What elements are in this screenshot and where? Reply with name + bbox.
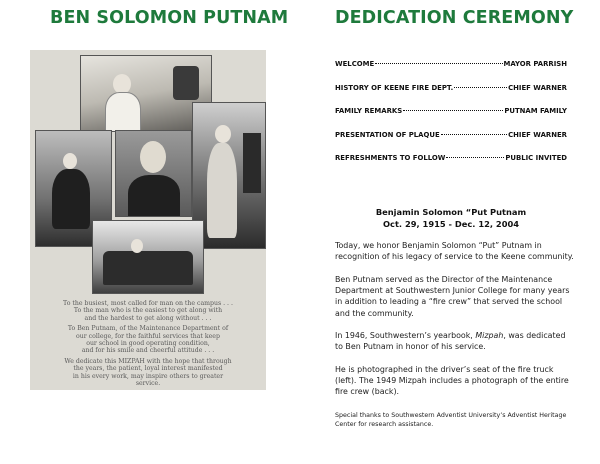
bio-paragraph-3	[335, 330, 575, 352]
bio-paragraph-3-start: In 1946, Southwestern’s yearbook,	[335, 331, 476, 340]
dedication-line: To the man who is the easiest to get along with	[73, 307, 223, 315]
left-page-title: BEN SOLOMON PUTNAM	[50, 8, 289, 28]
program-row	[335, 154, 567, 178]
yearbook-dedication-text	[30, 300, 266, 390]
program-item: PRESENTATION OF PLAQUE	[335, 130, 440, 139]
dedication-line: our college, for the faithful services that keep	[76, 332, 220, 340]
collage-photo-portrait	[115, 130, 192, 217]
bio-paragraph-1: Today, we honor Benjamin Solomon “Put” Putnam in recognition of his legacy of service to the Keene community.	[335, 241, 574, 262]
dedication-line: and for his smile and cheerful attitude . . .	[81, 347, 215, 355]
credits-note: Special thanks to Southwestern Adventist University’s Adventist Heritage Center for research assistance.	[335, 412, 567, 428]
right-page-title: DEDICATION CEREMONY	[335, 8, 574, 28]
bio-paragraph-2: Ben Putnam served as the Director of the Maintenance Department at Southwestern Junior College for many years in addition to leading a “fire crew” that served the school and the community.	[335, 275, 570, 318]
dot-leader	[441, 134, 507, 135]
program-item: REFRESHMENTS TO FOLLOW	[335, 154, 446, 163]
dot-leader	[375, 63, 502, 64]
dedication-line: and the hardest to get along without . . .	[84, 314, 212, 322]
program-row	[335, 131, 567, 155]
program-row	[335, 107, 567, 131]
dedication-line: our school in good operating condition,	[86, 340, 210, 348]
honoree-dates: Oct. 29, 1915 - Dec. 12, 2004	[382, 219, 520, 229]
program-item: FAMILY REMARKS	[335, 107, 403, 116]
program-row	[335, 60, 567, 84]
collage-photo-fire-truck	[92, 220, 204, 294]
program-row	[335, 84, 567, 108]
yearbook-name: Mizpah	[475, 331, 504, 340]
dedication-line: To Ben Putnam, of the Maintenance Department of	[67, 325, 229, 333]
dedication-line: We dedicate this MIZPAH with the hope that through	[64, 357, 232, 365]
program-item: HISTORY OF KEENE FIRE DEPT.	[335, 83, 454, 92]
program-item: WELCOME	[335, 60, 375, 68]
dot-leader	[403, 110, 503, 111]
dedication-line: in his every work, may inspire others to greater	[72, 372, 224, 380]
dedication-line: service.	[135, 380, 161, 388]
program-person: MAYOR PARRISH	[503, 60, 567, 68]
program-person: CHIEF WARNER	[508, 83, 567, 92]
dedication-line: To the busiest, most called for man on the campus . . .	[63, 300, 233, 307]
dot-leader	[446, 157, 504, 158]
honoree-name: Benjamin Solomon “Put Putnam	[375, 207, 527, 217]
dot-leader	[454, 87, 507, 88]
program-person: PUBLIC INVITED	[505, 154, 567, 163]
program-person: PUTNAM FAMILY	[504, 107, 567, 116]
program-person: CHIEF WARNER	[508, 130, 567, 139]
dedication-line: the years, the patient, loyal interest manifested	[73, 365, 223, 373]
bio-paragraph-4: He is photographed in the driver’s seat of the fire truck (left). The 1949 Mizpah includes a photograph of the entire fire crew (back).	[335, 365, 569, 397]
bio-paragraph-3-end: , was dedicated to Ben Putnam in honor of his service.	[335, 331, 566, 352]
ceremony-program	[335, 60, 567, 178]
